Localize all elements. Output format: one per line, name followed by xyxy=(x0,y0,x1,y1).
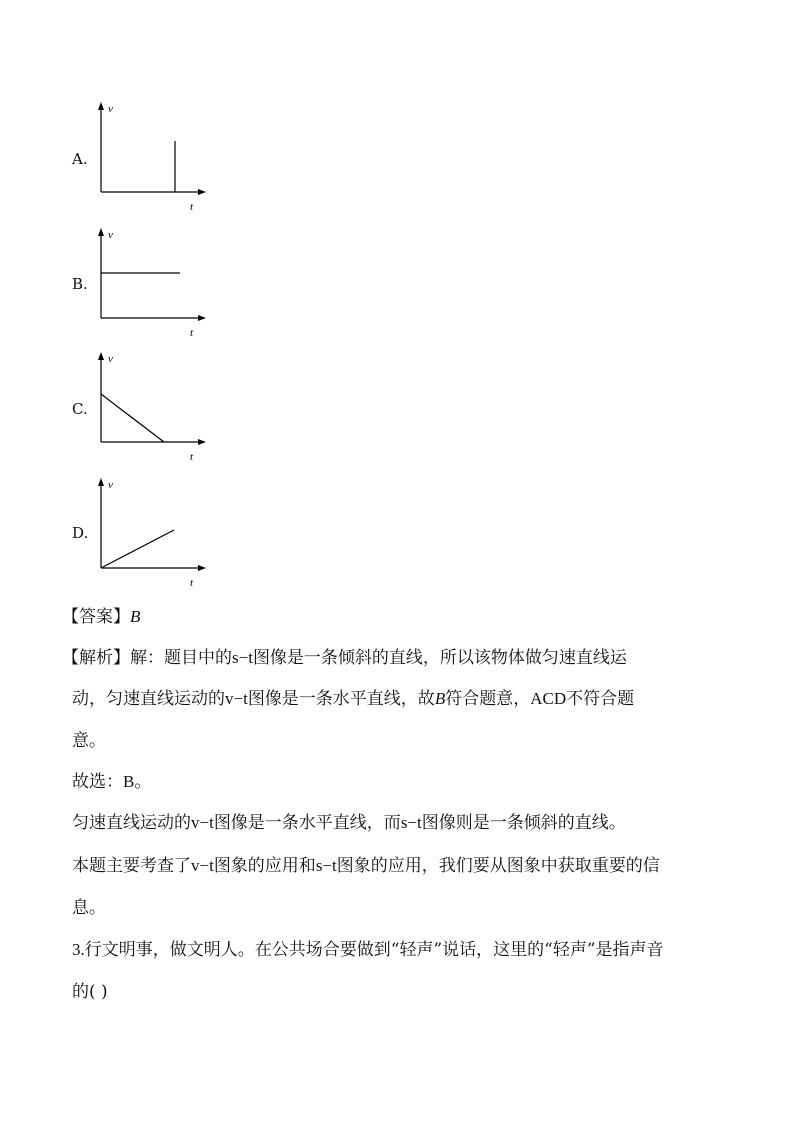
graph-line xyxy=(101,530,174,568)
analysis-tag: 【解析】 xyxy=(62,648,130,668)
t-axis-arrow xyxy=(198,565,206,571)
summary-formula: v−t xyxy=(191,813,214,832)
option-d-label: D. xyxy=(72,524,89,542)
t-axis-arrow xyxy=(198,315,206,321)
t-axis-arrow xyxy=(198,439,206,445)
analysis-text: 解：题目中的 xyxy=(130,648,232,668)
option-a-label: A. xyxy=(72,150,88,168)
option-c-label: C. xyxy=(72,400,88,418)
v-axis-arrow xyxy=(98,352,104,360)
comment-text: 本题主要考查了 xyxy=(72,856,191,876)
choice-suffix: 。 xyxy=(134,772,152,792)
analysis-formula: s−t xyxy=(232,648,253,667)
comment-line-1 xyxy=(72,856,660,876)
v-axis-label: v xyxy=(108,353,113,365)
v-axis-arrow xyxy=(98,478,104,486)
option-b-graph xyxy=(94,226,214,341)
v-axis-arrow xyxy=(98,228,104,236)
t-axis-label: t xyxy=(190,201,194,213)
answer-line xyxy=(62,607,140,627)
v-axis-label: v xyxy=(108,229,113,241)
comment-text: 图象的应用和 xyxy=(213,856,316,876)
question-3-line-2 xyxy=(72,982,108,1002)
question-number: 3. xyxy=(72,940,85,959)
t-axis-label: t xyxy=(190,451,194,463)
v-axis-label: v xyxy=(108,103,113,115)
t-axis-arrow xyxy=(198,189,206,195)
analysis-option: B xyxy=(434,689,446,708)
analysis-formula: v−t xyxy=(225,689,248,708)
question-text: 的( ) xyxy=(72,982,108,1002)
answer-tag: 【答案】 xyxy=(62,607,130,627)
analysis-text: 不符合题 xyxy=(566,689,635,709)
option-c-graph xyxy=(94,350,214,465)
choice-value: B xyxy=(123,772,135,791)
v-axis-arrow xyxy=(98,102,104,110)
answer-value: B xyxy=(130,607,141,626)
summary-text: 图像是一条水平直线，而 xyxy=(213,813,401,833)
analysis-text: 动，匀速直线运动的 xyxy=(72,689,225,709)
analysis-line-2 xyxy=(72,689,634,709)
choice-line xyxy=(72,772,151,792)
comment-text: 图象的应用，我们要从图象中获取重要的信 xyxy=(336,856,660,876)
question-3-line-1 xyxy=(72,940,664,960)
summary-text: 匀速直线运动的 xyxy=(72,813,191,833)
graph-line xyxy=(101,394,164,442)
question-text: 行文明事，做文明人。在公共场合要做到“轻声”说话，这里的“轻声”是指声音 xyxy=(84,940,664,960)
comment-formula: v−t xyxy=(191,856,214,875)
analysis-line-3 xyxy=(72,731,106,751)
summary-formula: s−t xyxy=(400,813,422,832)
summary-text: 图像则是一条倾斜的直线。 xyxy=(421,813,626,833)
v-axis-label: v xyxy=(108,479,113,491)
analysis-options: ACD xyxy=(530,689,567,708)
t-axis-label: t xyxy=(190,577,194,589)
analysis-text: 图像是一条水平直线，故 xyxy=(247,689,435,709)
analysis-line-1 xyxy=(62,648,627,668)
comment-text: 息。 xyxy=(72,898,106,918)
summary-line xyxy=(72,813,626,833)
comment-line-2 xyxy=(72,898,106,918)
analysis-text: 图像是一条倾斜的直线，所以该物体做匀速直线运 xyxy=(252,648,627,668)
comment-formula: s−t xyxy=(315,856,337,875)
t-axis-label: t xyxy=(190,327,194,339)
choice-prefix: 故选： xyxy=(72,772,123,792)
option-d-graph xyxy=(94,476,214,591)
analysis-text: 符合题意， xyxy=(445,689,531,709)
analysis-text: 意。 xyxy=(72,731,106,751)
option-a-graph xyxy=(94,100,214,215)
option-b-label: B. xyxy=(72,275,88,293)
